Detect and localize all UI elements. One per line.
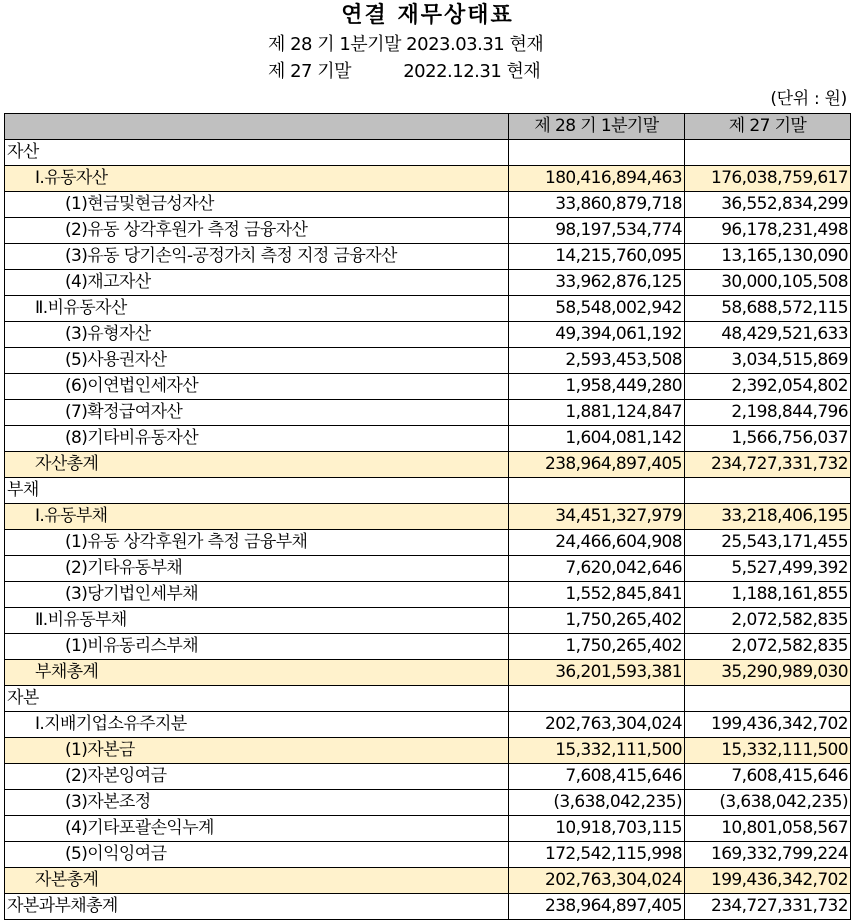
prior-period-value: 1,566,756,037 (685, 426, 851, 452)
account-label: 자산총계 (5, 452, 509, 478)
table-row (5, 686, 851, 712)
table-row (5, 790, 851, 816)
table-row (5, 400, 851, 426)
prior-period-value: 5,527,499,392 (685, 556, 851, 582)
account-label: (4)재고자산 (5, 270, 509, 296)
table-row (5, 868, 851, 894)
table-row (5, 894, 851, 920)
prior-period-value: 3,034,515,869 (685, 348, 851, 374)
current-period-value (509, 140, 685, 166)
current-period-value: 1,750,265,402 (509, 634, 685, 660)
current-period-value: 1,604,081,142 (509, 426, 685, 452)
current-period-value: 202,763,304,024 (509, 868, 685, 894)
table-row (5, 530, 851, 556)
table-row (5, 608, 851, 634)
prior-period-value: 234,727,331,732 (685, 452, 851, 478)
account-label: (5)이익잉여금 (5, 842, 509, 868)
current-period-value: 15,332,111,500 (509, 738, 685, 764)
prior-period-value: 96,178,231,498 (685, 218, 851, 244)
table-row (5, 322, 851, 348)
current-period-value: 238,964,897,405 (509, 894, 685, 920)
account-label: (4)기타포괄손익누계 (5, 816, 509, 842)
prior-period-value: 2,198,844,796 (685, 400, 851, 426)
account-label: (3)당기법인세부채 (5, 582, 509, 608)
current-period-value: 238,964,897,405 (509, 452, 685, 478)
prior-period-value: 36,552,834,299 (685, 192, 851, 218)
current-period-value: 33,962,876,125 (509, 270, 685, 296)
account-label: (1)유동 상각후원가 측정 금융부채 (5, 530, 509, 556)
table-body (5, 140, 851, 920)
current-period-value: 1,958,449,280 (509, 374, 685, 400)
table-row (5, 738, 851, 764)
prior-period-value: 25,543,171,455 (685, 530, 851, 556)
current-period-value: 1,552,845,841 (509, 582, 685, 608)
account-label: (2)유동 상각후원가 측정 금융자산 (5, 218, 509, 244)
current-period-value: 98,197,534,774 (509, 218, 685, 244)
current-period-value: 36,201,593,381 (509, 660, 685, 686)
prior-period-value: 169,332,799,224 (685, 842, 851, 868)
table-row (5, 842, 851, 868)
current-period-value (509, 478, 685, 504)
current-period-value: 1,750,265,402 (509, 608, 685, 634)
account-label: 자본 (5, 686, 509, 712)
prior-period-value: 48,429,521,633 (685, 322, 851, 348)
table-header-row (5, 114, 851, 140)
prior-period-value: 13,165,130,090 (685, 244, 851, 270)
current-period-value: (3,638,042,235) (509, 790, 685, 816)
table-row (5, 504, 851, 530)
table-row (5, 816, 851, 842)
prior-period-value: 30,000,105,508 (685, 270, 851, 296)
account-label: (6)이연법인세자산 (5, 374, 509, 400)
current-period-value: 202,763,304,024 (509, 712, 685, 738)
table-row (5, 452, 851, 478)
account-label: Ⅰ.유동자산 (5, 166, 509, 192)
account-label: (7)확정급여자산 (5, 400, 509, 426)
current-period-value: 34,451,327,979 (509, 504, 685, 530)
column-header-account (5, 114, 509, 140)
account-label: Ⅰ.유동부채 (5, 504, 509, 530)
current-period-value: 14,215,760,095 (509, 244, 685, 270)
table-row (5, 478, 851, 504)
table-row (5, 140, 851, 166)
current-period-value: 180,416,894,463 (509, 166, 685, 192)
table-row (5, 764, 851, 790)
account-label: (1)자본금 (5, 738, 509, 764)
prior-period-value (685, 140, 851, 166)
prior-period-value: 234,727,331,732 (685, 894, 851, 920)
account-label: 자본총계 (5, 868, 509, 894)
prior-period-value: 2,392,054,802 (685, 374, 851, 400)
table-row (5, 348, 851, 374)
account-label: (1)비유동리스부채 (5, 634, 509, 660)
prior-period-value: 176,038,759,617 (685, 166, 851, 192)
account-label: (2)기타유동부채 (5, 556, 509, 582)
current-period-value: 7,620,042,646 (509, 556, 685, 582)
account-label: (5)사용권자산 (5, 348, 509, 374)
current-period-value: 2,593,453,508 (509, 348, 685, 374)
table-row (5, 192, 851, 218)
table-row (5, 556, 851, 582)
current-period-value: 7,608,415,646 (509, 764, 685, 790)
account-label: 부채총계 (5, 660, 509, 686)
period-prior-line: 제 27 기말 2022.12.31 현재 (268, 61, 541, 82)
account-label: 부채 (5, 478, 509, 504)
prior-period-value (685, 478, 851, 504)
account-label: Ⅱ.비유동자산 (5, 296, 509, 322)
unit-label: (단위 : 원) (770, 89, 847, 109)
prior-period-value: 10,801,058,567 (685, 816, 851, 842)
account-label: 자본과부채총계 (5, 894, 509, 920)
account-label: (3)유동 당기손익-공정가치 측정 지정 금융자산 (5, 244, 509, 270)
current-period-value: 10,918,703,115 (509, 816, 685, 842)
current-period-value (509, 686, 685, 712)
account-label: Ⅱ.비유동부채 (5, 608, 509, 634)
table-row (5, 660, 851, 686)
table-row (5, 296, 851, 322)
prior-period-value: 2,072,582,835 (685, 608, 851, 634)
account-label: (8)기타비유동자산 (5, 426, 509, 452)
table-row (5, 218, 851, 244)
table-row (5, 582, 851, 608)
table-row (5, 426, 851, 452)
table-row (5, 166, 851, 192)
prior-period-value: 199,436,342,702 (685, 868, 851, 894)
account-label: Ⅰ.지배기업소유주지분 (5, 712, 509, 738)
prior-period-value: 7,608,415,646 (685, 764, 851, 790)
prior-period-value: 35,290,989,030 (685, 660, 851, 686)
prior-period-value: 33,218,406,195 (685, 504, 851, 530)
current-period-value: 49,394,061,192 (509, 322, 685, 348)
current-period-value: 33,860,879,718 (509, 192, 685, 218)
column-header-current-period: 제 28 기 1분기말 (509, 114, 685, 140)
account-label: (1)현금및현금성자산 (5, 192, 509, 218)
prior-period-value: (3,638,042,235) (685, 790, 851, 816)
prior-period-value: 2,072,582,835 (685, 634, 851, 660)
prior-period-value: 58,688,572,115 (685, 296, 851, 322)
column-header-prior-period: 제 27 기말 (685, 114, 851, 140)
table-row (5, 270, 851, 296)
prior-period-value: 199,436,342,702 (685, 712, 851, 738)
current-period-value: 58,548,002,942 (509, 296, 685, 322)
current-period-value: 1,881,124,847 (509, 400, 685, 426)
prior-period-value: 15,332,111,500 (685, 738, 851, 764)
account-label: (3)자본조정 (5, 790, 509, 816)
prior-period-value: 1,188,161,855 (685, 582, 851, 608)
table-row (5, 712, 851, 738)
statement-title: 연결 재무상태표 (341, 3, 514, 28)
current-period-value: 172,542,115,998 (509, 842, 685, 868)
table-row (5, 634, 851, 660)
current-period-value: 24,466,604,908 (509, 530, 685, 556)
account-label: (2)자본잉여금 (5, 764, 509, 790)
table-row (5, 244, 851, 270)
account-label: (3)유형자산 (5, 322, 509, 348)
period-current-line: 제 28 기 1분기말 2023.03.31 현재 (268, 34, 544, 55)
table-row (5, 374, 851, 400)
account-label: 자산 (5, 140, 509, 166)
prior-period-value (685, 686, 851, 712)
balance-sheet-table (4, 113, 851, 920)
